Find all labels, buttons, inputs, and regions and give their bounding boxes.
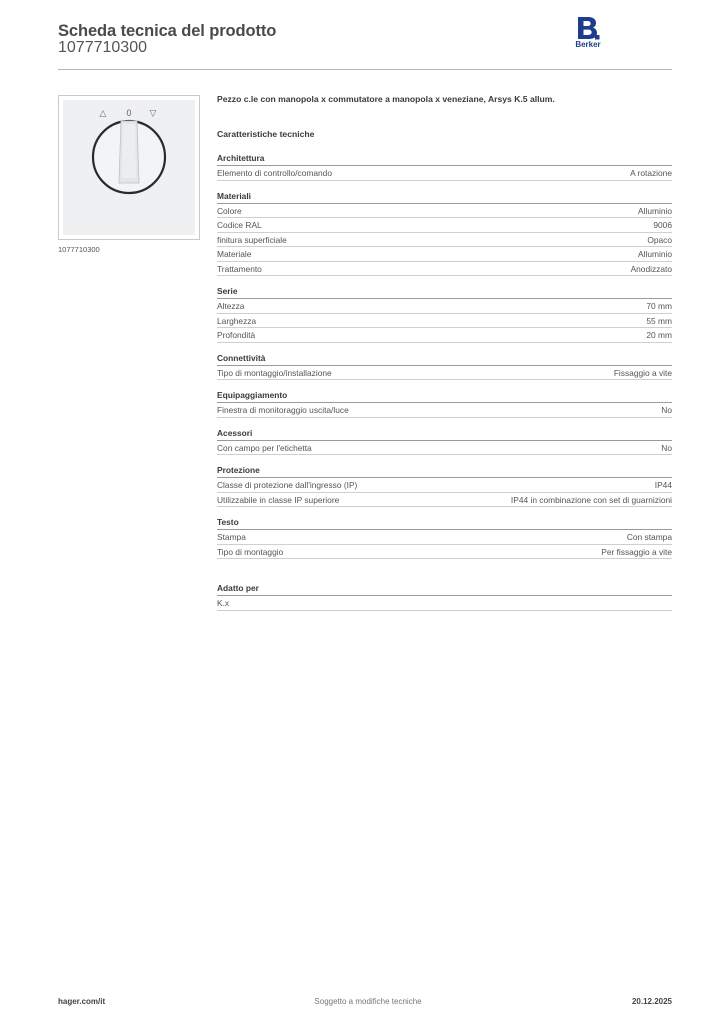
- spec-value: Per fissaggio a vite: [601, 546, 672, 557]
- spec-value: 70 mm: [646, 301, 672, 311]
- brand-name: Berker: [575, 40, 601, 49]
- spec-label: Larghezza: [217, 315, 257, 326]
- spec-row: [217, 299, 672, 314]
- spec-value: No: [661, 405, 672, 415]
- footer-disclaimer: Soggetto a modifiche tecniche: [314, 997, 422, 1006]
- spec-value: 55 mm: [646, 315, 672, 326]
- section-testo: [217, 517, 672, 559]
- spec-value: Alluminio: [638, 249, 672, 259]
- spec-row: [217, 441, 672, 456]
- spec-label: Codice RAL: [217, 220, 262, 230]
- spec-label: Trattamento: [217, 263, 262, 274]
- spec-content: [217, 94, 672, 611]
- rotary-knob-illustration: [63, 100, 195, 235]
- tech-features-title: Caratteristiche tecniche: [217, 129, 315, 139]
- spec-row: [217, 403, 672, 418]
- page-header: [58, 20, 672, 70]
- page-footer: [58, 997, 672, 1011]
- spec-value: A rotazione: [630, 168, 672, 178]
- footer-website-link[interactable]: hager.com/it: [58, 997, 106, 1006]
- symbol-zero-icon: 0: [126, 109, 132, 119]
- symbol-up-icon: △: [99, 109, 107, 119]
- spec-row: [217, 204, 672, 219]
- section-protezione: [217, 465, 672, 507]
- spec-value: No: [661, 442, 672, 453]
- image-caption: 1077710300: [58, 245, 100, 254]
- spec-label: Classe di protezione dall'ingresso (IP): [217, 480, 358, 490]
- spec-label: Finestra di monitoraggio uscita/luce: [217, 405, 349, 415]
- spec-value: IP44 in combinazione con set di guarnizioni: [510, 494, 672, 505]
- spec-row: [217, 596, 672, 611]
- section-accessori: [217, 428, 672, 456]
- spec-row: [217, 314, 672, 329]
- spec-row: [217, 478, 672, 493]
- spec-label: Tipo di montaggio/installazione: [217, 367, 332, 378]
- spec-value: Con stampa: [626, 532, 672, 542]
- spec-label: finitura superficiale: [217, 234, 287, 245]
- spec-label: Tipo di montaggio: [217, 546, 284, 557]
- section-equipaggiamento: [217, 390, 672, 418]
- section-title: Materiali: [217, 191, 672, 204]
- spec-label: K.x: [217, 598, 230, 608]
- section-title: Connettività: [217, 353, 672, 366]
- spec-value: Anodizzato: [630, 263, 672, 274]
- product-image: [58, 95, 200, 240]
- spec-row: [217, 545, 672, 560]
- spec-row: [217, 166, 672, 181]
- spec-row: [217, 233, 672, 248]
- spec-row: [217, 493, 672, 508]
- symbol-down-icon: ▽: [149, 109, 157, 119]
- section-title: Testo: [217, 517, 672, 530]
- section-materiali: [217, 191, 672, 277]
- spec-row: [217, 366, 672, 381]
- product-description: Pezzo c.le con manopola x commutatore a manopola x veneziane, Arsys K.5 allum.: [217, 94, 555, 104]
- document-title: Scheda tecnica del prodotto: [58, 22, 277, 40]
- spec-label: Colore: [217, 205, 242, 216]
- spec-value: Fissaggio a vite: [613, 367, 672, 378]
- spec-label: Con campo per l'etichetta: [217, 442, 312, 453]
- spec-row: [217, 218, 672, 233]
- section-title: Protezione: [217, 465, 672, 478]
- spec-value: 9006: [653, 220, 672, 230]
- spec-label: Stampa: [217, 532, 246, 542]
- spec-value: Opaco: [647, 234, 672, 245]
- section-architettura: [217, 153, 672, 181]
- section-adatto-per: [217, 583, 672, 611]
- spec-label: Profondità: [217, 330, 256, 340]
- spec-label: Elemento di controllo/comando: [217, 168, 332, 178]
- spec-label: Utilizzabile in classe IP superiore: [217, 494, 340, 505]
- section-title: Architettura: [217, 153, 672, 166]
- section-title: Acessori: [217, 428, 672, 441]
- section-title: Equipaggiamento: [217, 390, 672, 403]
- section-title: Serie: [217, 286, 672, 299]
- section-serie: [217, 286, 672, 343]
- product-image-plate: [63, 100, 195, 235]
- spec-label: Materiale: [217, 249, 252, 259]
- spec-row: [217, 262, 672, 277]
- berker-logo: [568, 17, 608, 59]
- spec-row: [217, 530, 672, 545]
- spec-label: Altezza: [217, 301, 245, 311]
- section-title: Adatto per: [217, 583, 672, 596]
- berker-logo-mark-icon: [576, 17, 600, 41]
- spec-row: [217, 328, 672, 343]
- spec-value: IP44: [654, 480, 672, 490]
- spec-value: 20 mm: [646, 330, 672, 340]
- section-connettivita: [217, 353, 672, 381]
- spec-row: [217, 247, 672, 262]
- spec-value: Alluminio: [638, 205, 672, 216]
- footer-date: 20.12.2025: [631, 997, 672, 1006]
- product-code: 1077710300: [58, 39, 147, 56]
